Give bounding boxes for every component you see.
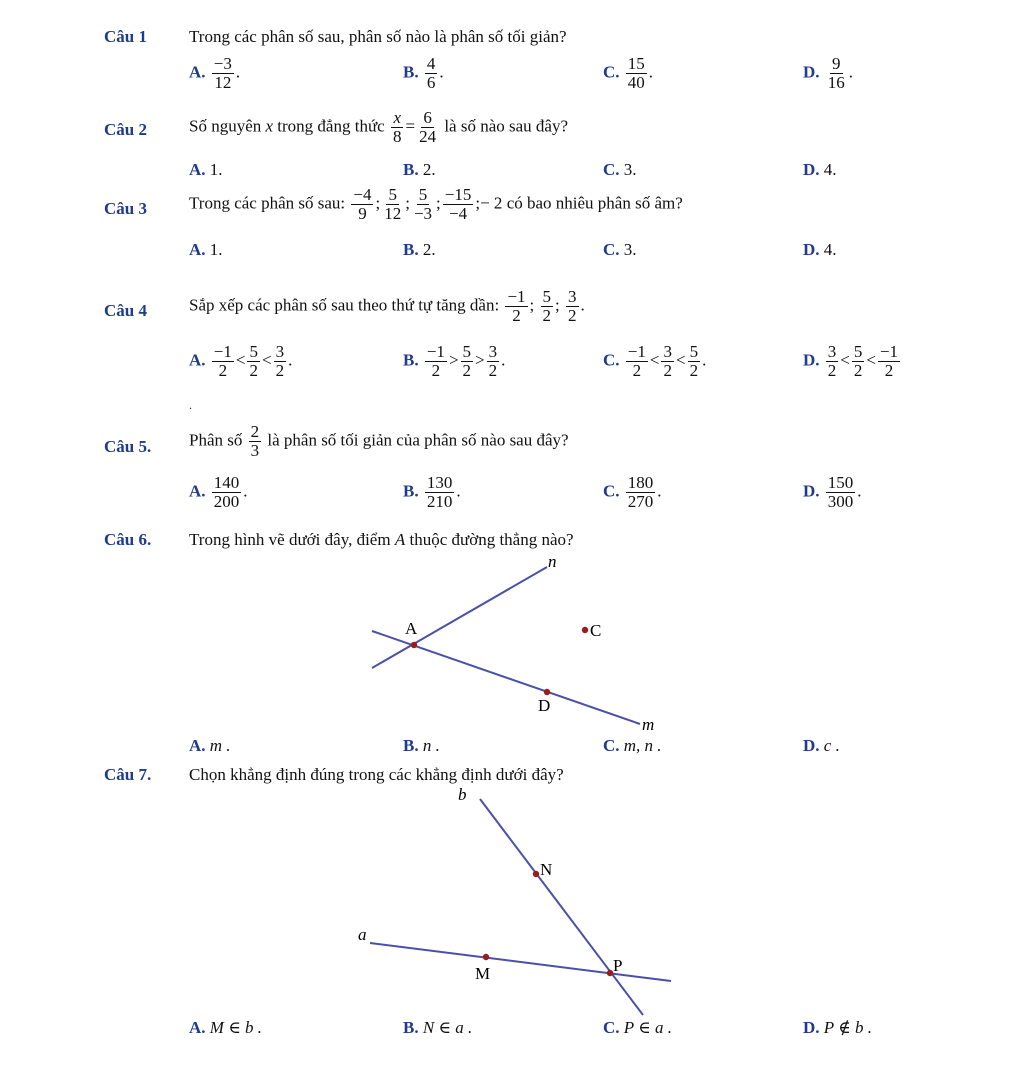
q5-text: Phân số $\frac{2}{3}$ là phân số tối giản của phân số nào sau đây?	[189, 422, 569, 460]
point-c	[582, 627, 588, 633]
label-a: A	[405, 619, 418, 638]
fraction: $\frac{9}{16}$	[827, 54, 845, 92]
q6-option-a: A. m .	[189, 736, 231, 755]
q6-option-d: D. c .	[803, 736, 840, 755]
q2-option-c: C. 3.	[603, 160, 637, 179]
fraction: $\frac{-1}{2}$	[507, 287, 526, 325]
q3-label: Câu 3	[104, 199, 147, 218]
q6-label: Câu 6.	[104, 530, 152, 549]
fraction: $\frac{-3}{12}$	[213, 54, 232, 92]
q4-text: Sắp xếp các phân số sau theo thứ tự tăng dần: $\frac{-1}{2}$ ; $\frac{5}{2}$ ; $\frac{3}{2}$ .	[189, 287, 585, 325]
q3-option-c: C. 3.	[603, 240, 637, 259]
q2-option-b: B. 2.	[403, 160, 436, 179]
q6-option-b: B. n .	[403, 736, 440, 755]
q5-option-c: C. $\frac{180}{270}$ .	[603, 473, 662, 511]
q5-option-b: B. $\frac{130}{210}$ .	[403, 473, 461, 511]
q4-option-a: A. $\frac{-1}{2}$ < $\frac{5}{2}$ < $\frac{3}{2}$ .	[189, 342, 293, 380]
fraction: $\frac{4}{6}$	[426, 54, 436, 92]
point-m	[483, 954, 489, 960]
q5-option-a: A. $\frac{140}{200}$ .	[189, 473, 248, 511]
q7-option-b: B. N ∈ a .	[403, 1018, 473, 1037]
fraction: $\frac{-15}{-4}$	[444, 185, 472, 223]
point-a	[411, 642, 417, 648]
q6-text: Trong hình vẽ dưới đây, điểm A thuộc đường thẳng nào?	[189, 530, 574, 549]
q1-option-d: D. $\frac{9}{16}$ .	[803, 54, 854, 92]
q1-option-c: C. $\frac{15}{40}$ .	[603, 54, 654, 92]
q1-text: Trong các phân số sau, phân số nào là phân số tối giản?	[189, 27, 567, 46]
q5-option-d: D. $\frac{150}{300}$ .	[803, 473, 862, 511]
q2-option-d: D. 4.	[803, 160, 837, 179]
fraction: $\frac{5}{12}$	[384, 185, 402, 223]
q4-label: Câu 4	[104, 301, 147, 320]
q1-label: Câu 1	[104, 27, 147, 46]
label-m: m	[642, 715, 655, 734]
line-n	[372, 567, 547, 668]
label-a-line: a	[358, 925, 367, 944]
fraction: $\frac{5}{2}$	[542, 287, 552, 325]
stray-dot: .	[189, 398, 192, 412]
option-letter: B.	[403, 62, 419, 82]
q2-text: Số nguyên x trong đẳng thức $\frac{x}{8}$ = $\frac{6}{24}$ là số nào sau đây?	[189, 108, 568, 146]
fraction: $\frac{6}{24}$	[419, 108, 437, 146]
line-b	[480, 799, 643, 1015]
fraction: $\frac{x}{8}$	[392, 108, 402, 146]
q2-label: Câu 2	[104, 120, 147, 139]
q1-option-a: A. $\frac{-3}{12}$ .	[189, 54, 241, 92]
q3-option-b: B. 2.	[403, 240, 436, 259]
option-letter: D.	[803, 62, 820, 82]
q7-option-c: C. P ∈ a .	[603, 1018, 672, 1037]
option-letter: C.	[603, 62, 620, 82]
fraction: $\frac{-4}{9}$	[353, 185, 372, 223]
q3-option-d: D. 4.	[803, 240, 837, 259]
option-letter: A.	[189, 62, 206, 82]
fraction: $\frac{15}{40}$	[627, 54, 645, 92]
label-c: C	[590, 621, 602, 640]
q7-text: Chọn khẳng định đúng trong các khẳng định dưới đây?	[189, 765, 564, 784]
q6-option-c: C. m, n .	[603, 736, 662, 755]
label-P: P	[613, 956, 623, 975]
q4-option-c: C. $\frac{-1}{2}$ < $\frac{3}{2}$ < $\frac{5}{2}$ .	[603, 342, 707, 380]
label-M: M	[475, 964, 491, 983]
label-n: n	[548, 552, 557, 571]
q5-label: Câu 5.	[104, 437, 152, 456]
label-b: b	[458, 785, 467, 804]
q7-label: Câu 7.	[104, 765, 152, 784]
q7-option-a: A. M ∈ b .	[189, 1018, 263, 1037]
q7-option-d: D. P ∉ b .	[803, 1018, 872, 1037]
point-d	[544, 689, 550, 695]
fraction: $\frac{2}{3}$	[250, 422, 260, 460]
label-d: D	[538, 696, 551, 715]
q4-option-b: B. $\frac{-1}{2}$ > $\frac{5}{2}$ > $\frac{3}{2}$ .	[403, 342, 506, 380]
q3-option-a: A. 1.	[189, 240, 223, 259]
q4-option-d: D. $\frac{3}{2}$ < $\frac{5}{2}$ < $\frac{-1}{2}$	[803, 342, 899, 380]
fraction: $\frac{3}{2}$	[568, 287, 577, 325]
fraction: $\frac{5}{-3}$	[413, 185, 433, 223]
point-n	[533, 871, 539, 877]
label-N: N	[540, 860, 553, 879]
q3-text: Trong các phân số sau: $\frac{-4}{9}$ ; $\frac{5}{12}$ ; $\frac{5}{-3}$ ; $\frac{-15}{-4}$ ;− 2 có bao nhiêu phân số âm?	[189, 185, 683, 223]
q1-option-b: B. $\frac{4}{6}$ .	[403, 54, 444, 92]
line-a	[370, 943, 671, 981]
q2-option-a: A. 1.	[189, 160, 223, 179]
